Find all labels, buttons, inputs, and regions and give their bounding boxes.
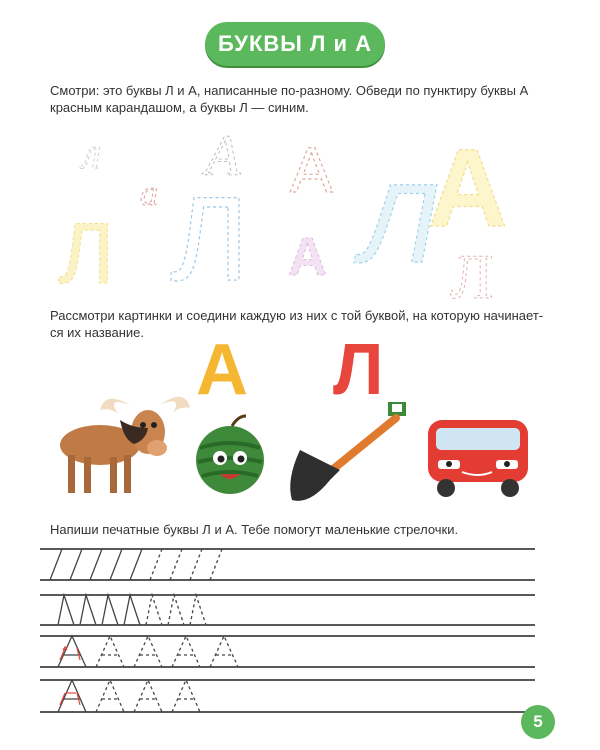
yellow-l-trace: Л xyxy=(58,206,115,302)
letter-l: Л xyxy=(333,330,384,410)
outline-a-trace: А xyxy=(290,134,333,206)
letter-a: А xyxy=(196,330,248,410)
cursive-a-small-trace: а xyxy=(140,173,158,213)
cursive-a-trace: А xyxy=(205,123,241,188)
instruction-trace xyxy=(50,82,550,116)
instruction-match xyxy=(50,307,550,341)
big-a-trace: А xyxy=(428,127,508,250)
filled-a-trace: А xyxy=(288,227,327,287)
italic-l-trace: Л xyxy=(360,161,437,286)
block-l-trace: Л xyxy=(170,172,249,306)
instruction-trace-line2: красным карандашом, а буквы Л — синим. xyxy=(50,100,309,115)
small-l-trace: Л xyxy=(450,241,494,312)
instruction-match-line1: Рассмотри картинки и соедини каждую из них с той буквой, на которую начинает- xyxy=(50,308,544,323)
bus-icon xyxy=(428,420,528,497)
shovel-icon xyxy=(290,402,406,501)
instruction-trace-line1: Смотри: это буквы Л и А, написанные по-разному. Обведи по пунктиру буквы А xyxy=(50,83,529,98)
instruction-write: Напиши печатные буквы Л и А. Тебе помогут маленькие стрелочки. xyxy=(50,522,459,537)
page-title: БУКВЫ Л и А xyxy=(205,22,385,66)
watermelon-icon xyxy=(196,416,264,494)
page-number-badge: 5 xyxy=(521,705,555,739)
instruction-match-line2: ся их название. xyxy=(50,325,145,340)
cursive-l-trace: л xyxy=(82,129,102,178)
moose-icon xyxy=(60,397,190,493)
